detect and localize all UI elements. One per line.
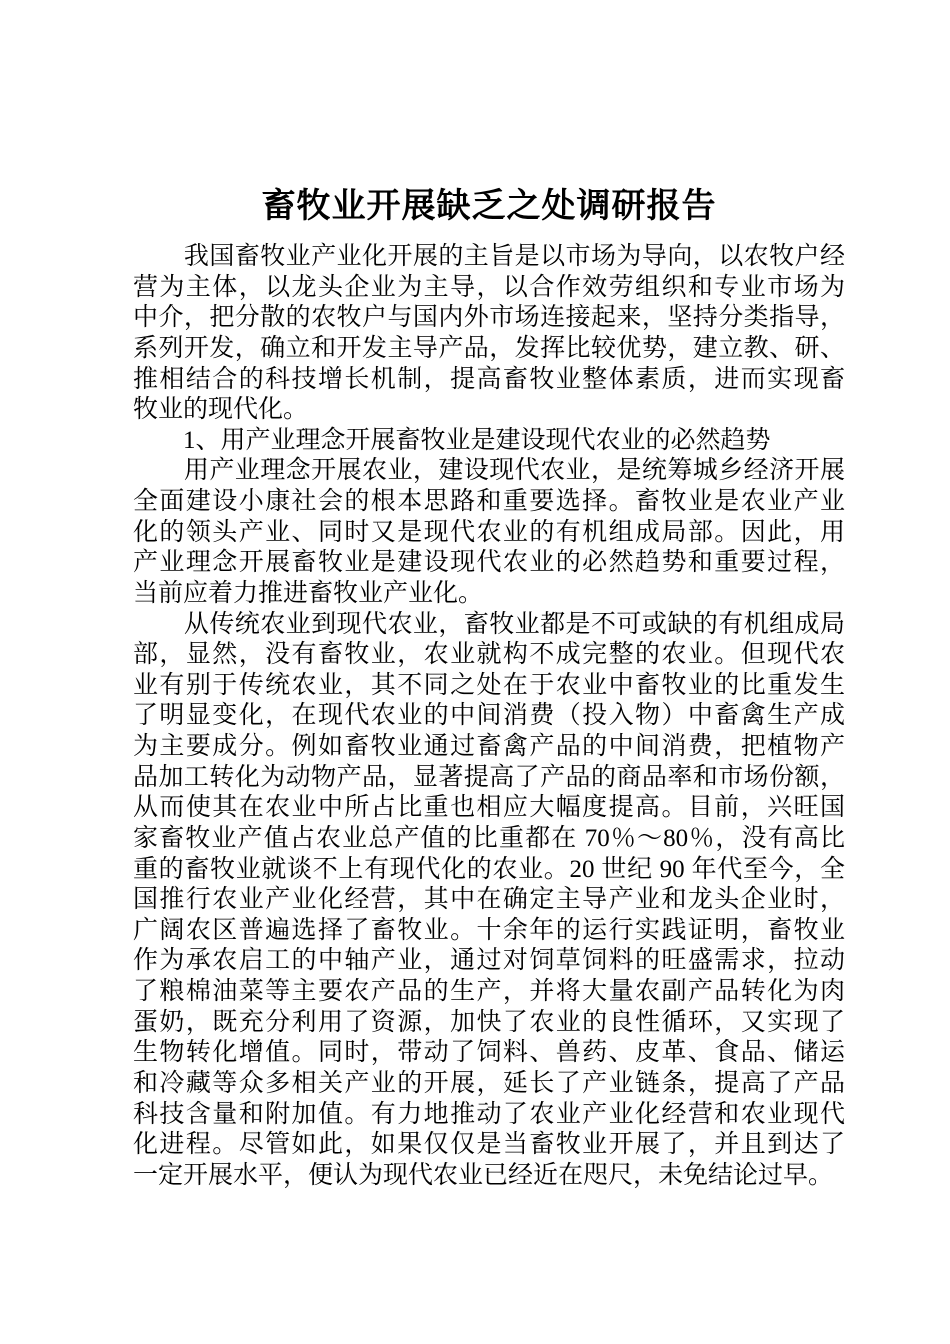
text-line: 蛋奶，既充分利用了资源，加快了农业的良性循环，又实现了 xyxy=(133,1008,845,1036)
text-line: 营为主体，以龙头企业为主导，以合作效劳组织和专业市场为 xyxy=(133,273,845,301)
text-line: 和冷藏等众多相关产业的开展，延长了产业链条，提高了产品 xyxy=(133,1069,845,1097)
paragraph-section1-detail xyxy=(133,610,845,1192)
text-line: 重的畜牧业就谈不上有现代化的农业。20 世纪 90 年代至今，全 xyxy=(133,855,845,883)
section-heading-1 xyxy=(133,426,845,457)
paragraph-intro xyxy=(133,242,845,426)
text-line: 用产业理念开展农业，建设现代农业，是统筹城乡经济开展 xyxy=(133,457,845,485)
text-line: 当前应着力推进畜牧业产业化。 xyxy=(133,579,484,607)
text-line: 家畜牧业产值占农业总产值的比重都在 70％～80％，没有高比 xyxy=(133,824,845,852)
text-line: 为主要成分。例如畜牧业通过畜禽产品的中间消费，把植物产 xyxy=(133,733,845,760)
text-line: 化进程。尽管如此，如果仅仅是当畜牧业开展了，并且到达了 xyxy=(133,1131,845,1159)
text-line: 部，显然，没有畜牧业，农业就构不成完整的农业。但现代农 xyxy=(133,641,845,669)
text-line: 中介，把分散的农牧户与国内外市场连接起来，坚持分类指导， xyxy=(133,304,845,332)
text-line: 系列开发，确立和开发主导产品，发挥比较优势，建立教、研、 xyxy=(133,334,845,362)
text-line: 广阔农区普遍选择了畜牧业。十余年的运行实践证明，畜牧业 xyxy=(133,916,845,944)
text-line: 化的领头产业、同时又是现代农业的有机组成局部。因此，用 xyxy=(133,518,845,546)
text-line: 1、用产业理念开展畜牧业是建设现代农业的必然趋势 xyxy=(133,426,771,454)
text-line: 牧业的现代化。 xyxy=(133,396,309,424)
text-line: 一定开展水平，便认为现代农业已经近在咫尺，未免结论过早。 xyxy=(133,1161,834,1189)
text-line: 生物转化增值。同时，带动了饲料、兽药、皮革、食品、储运 xyxy=(133,1039,845,1067)
text-line: 我国畜牧业产业化开展的主旨是以市场为导向，以农牧户经 xyxy=(133,243,845,270)
text-line: 业有别于传统农业，其不同之处在于农业中畜牧业的比重发生 xyxy=(133,671,845,699)
text-line: 全面建设小康社会的根本思路和重要选择。畜牧业是农业产业 xyxy=(133,488,845,515)
document-body xyxy=(133,242,845,1191)
text-line: 科技含量和附加值。有力地推动了农业产业化经营和农业现代 xyxy=(133,1100,845,1128)
text-line: 产业理念开展畜牧业是建设现代农业的必然趋势和重要过程， xyxy=(133,549,845,577)
text-line: 了粮棉油菜等主要农产品的生产，并将大量农副产品转化为肉 xyxy=(133,978,845,1005)
text-line: 从传统农业到现代农业，畜牧业都是不可或缺的有机组成局 xyxy=(133,610,845,638)
text-line: 从而使其在农业中所占比重也相应大幅度提高。目前，兴旺国 xyxy=(133,794,845,822)
text-line: 作为承农启工的中轴产业，通过对饲草饲料的旺盛需求，拉动 xyxy=(133,947,845,975)
document-title: 畜牧业开展缺乏之处调研报告 xyxy=(261,188,717,225)
text-line: 国推行农业产业化经营，其中在确定主导产业和龙头企业时， xyxy=(133,886,845,914)
text-line: 品加工转化为动物产品，显著提高了产品的商品率和市场份额， xyxy=(133,763,845,791)
text-line: 推相结合的科技增长机制，提高畜牧业整体素质，进而实现畜 xyxy=(133,365,845,393)
text-line: 了明显变化，在现代农业的中间消费（投入物）中畜禽生产成 xyxy=(133,702,845,730)
paragraph-section1-overview xyxy=(133,456,845,609)
